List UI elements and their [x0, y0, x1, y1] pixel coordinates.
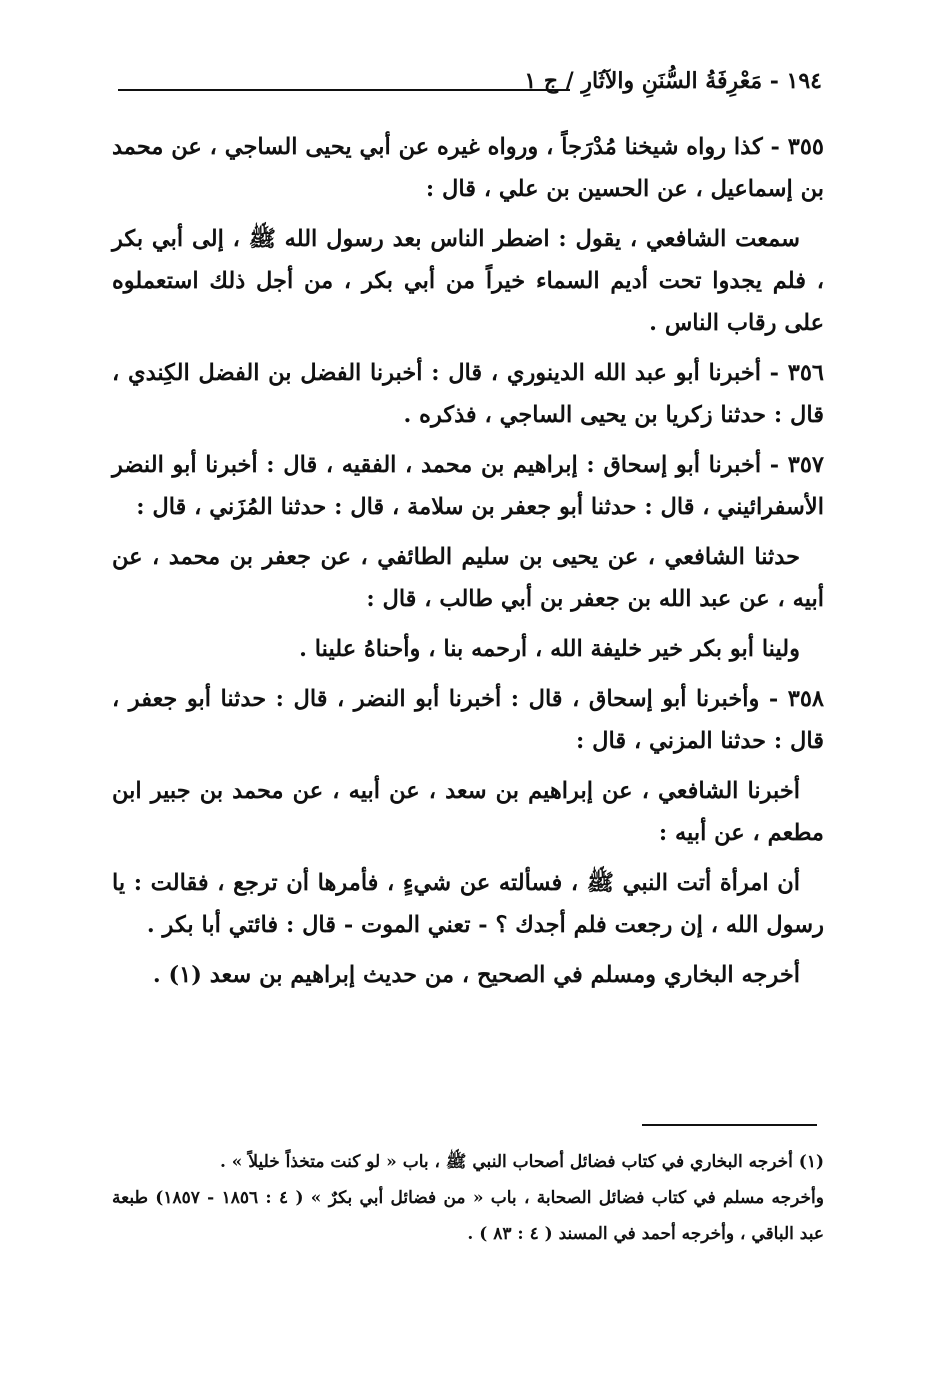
paragraph-355: ٣٥٥ - كذا رواه شيخنا مُدْرَجاً ، ورواه غيره عن أبي يحيى الساجي ، عن محمد بن إسماعيل ، عن الحسين بن علي ، قال : [112, 134, 824, 202]
paragraph-chain-jubayr: أخبرنا الشافعي ، عن إبراهيم بن سعد ، عن أبيه ، عن محمد بن جبير ابن مطعم ، عن أبيه : [112, 778, 824, 846]
paragraph-357: ٣٥٧ - أخبرنا أبو إسحاق : إبراهيم بن محمد ، الفقيه ، قال : أخبرنا أبو النضر الأسفرائيني ، قال : حدثنا أبو جعفر بن سلامة ، قال : حدثنا المُزَني ، قال : [112, 452, 824, 520]
paragraph-356: ٣٥٦ - أخبرنا أبو عبد الله الدينوري ، قال : أخبرنا الفضل بن الفضل الكِندي ، قال : حدثنا زكريا بن يحيى الساجي ، فذكره . [112, 360, 824, 428]
running-head-title: ١٩٤ - مَعْرِفَةُ السُّنَنِ والآثَارِ / ج ١ [524, 68, 822, 94]
page-header [118, 62, 822, 102]
paragraph-358: ٣٥٨ - وأخبرنا أبو إسحاق ، قال : أخبرنا أبو النضر ، قال : حدثنا أبو جعفر ، قال : حدثنا المزني ، قال : [112, 686, 824, 754]
main-text [112, 126, 824, 1004]
footnotes [112, 1144, 824, 1252]
paragraph-quote-shafii: سمعت الشافعي ، يقول : اضطر الناس بعد رسول الله ﷺ ، إلى أبي بكر ، فلم يجدوا تحت أديم السماء خيراً من أبي بكر ، من أجل ذلك استعملوه على رقاب الناس . [112, 226, 824, 336]
paragraph-quote-abu-bakr: ولينا أبو بكر خير خليفة الله ، أرحمه بنا ، وأحناهُ علينا . [299, 636, 800, 662]
paragraph-takhrij: أخرجه البخاري ومسلم في الصحيح ، من حديث إبراهيم بن سعد (١) . [152, 962, 800, 988]
footnote-1-continued: وأخرجه مسلم في كتاب فضائل الصحابة ، باب « من فضائل أبي بكرٌ » ( ٤ : ١٨٥٦ - ١٨٥٧) طبعة عبد الباقي ، وأخرجه أحمد في المسند ( ٤ : ٨٣ ) . [112, 1188, 824, 1244]
footnote-1: (١) أخرجه البخاري في كتاب فضائل أصحاب النبي ﷺ ، باب « لو كنت متخذاً خليلاً » . [219, 1152, 824, 1172]
header-rule [118, 89, 570, 91]
paragraph-chain-jafar: حدثنا الشافعي ، عن يحيى بن سليم الطائفي ، عن جعفر بن محمد ، عن أبيه ، عن عبد الله بن جعفر بن أبي طالب ، قال : [112, 544, 824, 612]
footnote-rule [642, 1124, 817, 1126]
paragraph-hadith-woman: أن امرأة أتت النبي ﷺ ، فسألته عن شيءٍ ، فأمرها أن ترجع ، فقالت : يا رسول الله ، إن رجعت فلم أجدك ؟ - تعني الموت - قال : فائتي أبا بكر . [112, 870, 824, 938]
